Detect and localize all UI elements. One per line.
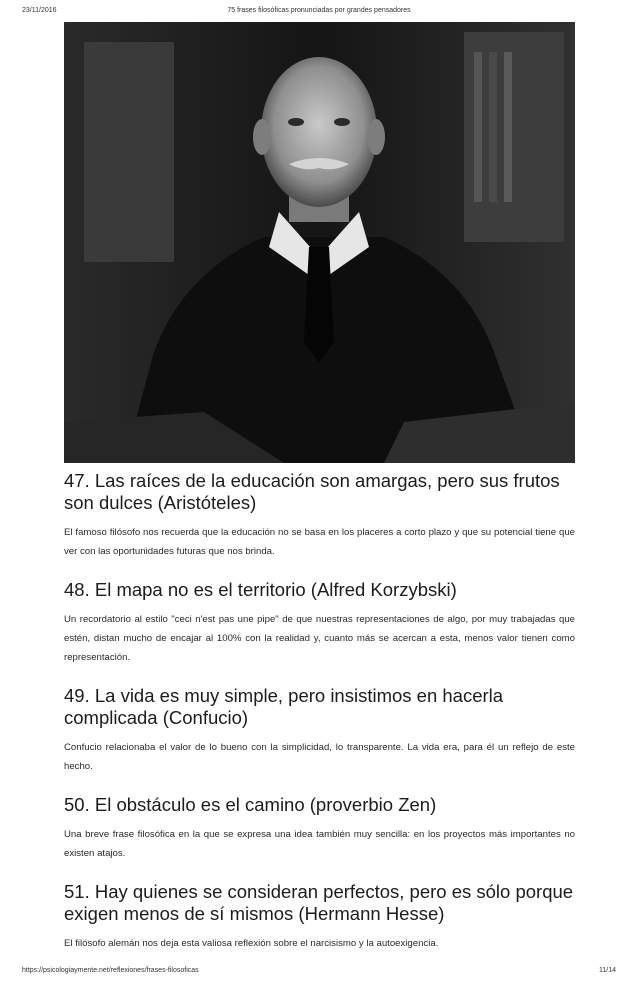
print-date: 23/11/2016: [22, 7, 57, 14]
quote-item-47: [64, 470, 575, 561]
quote-heading: 50. El obstáculo es el camino (proverbio Zen): [64, 794, 437, 815]
print-url: https://psicologiaymente.net/reflexiones/frases-filosoficas: [22, 967, 199, 974]
quote-description: El famoso filósofo nos recuerda que la educación no se basa en los placeres a corto plazo y que su potencial tiene que ver con las oportunidades futuras que nos brinda.: [64, 527, 575, 557]
quote-item-48: [64, 579, 575, 667]
quote-item-49: [64, 685, 575, 776]
quote-item-50: [64, 794, 575, 863]
quote-heading: 47. Las raíces de la educación son amargas, pero sus frutos son dulces (Aristóteles): [64, 470, 560, 513]
quote-description: Una breve frase filosófica en la que se expresa una idea también muy sencilla: en los proyectos más importantes no existen atajos.: [64, 829, 575, 859]
quote-heading: 49. La vida es muy simple, pero insistimos en hacerla complicada (Confucio): [64, 685, 504, 728]
quote-heading: 51. Hay quienes se consideran perfectos, pero es sólo porque exigen menos de sí mismos (Hermann Hesse): [64, 881, 574, 924]
article-content: [64, 470, 575, 971]
portrait-photo: [64, 22, 575, 463]
quote-description: Confucio relacionaba el valor de lo bueno con la simplicidad, lo transparente. La vida era, para él un reflejo de este hecho.: [64, 742, 575, 772]
quote-description: El filósofo alemán nos deja esta valiosa reflexión sobre el narcisismo y la autoexigencia.: [64, 938, 439, 949]
quote-item-51: [64, 881, 575, 953]
print-page-number: 11/14: [599, 967, 616, 974]
portrait-photo-icon: [64, 22, 575, 463]
quote-description: Un recordatorio al estilo "ceci n'est pas une pipe" de que nuestras representaciones de algo, por muy trabajadas que estén, distan mucho de encajar al 100% con la realidad y, cuanto más se acercan a esta, menos valor tienen como representación.: [64, 614, 575, 663]
print-page-title: 75 frases filosóficas pronunciadas por grandes pensadores: [227, 7, 411, 14]
quote-heading: 48. El mapa no es el territorio (Alfred Korzybski): [64, 579, 457, 600]
